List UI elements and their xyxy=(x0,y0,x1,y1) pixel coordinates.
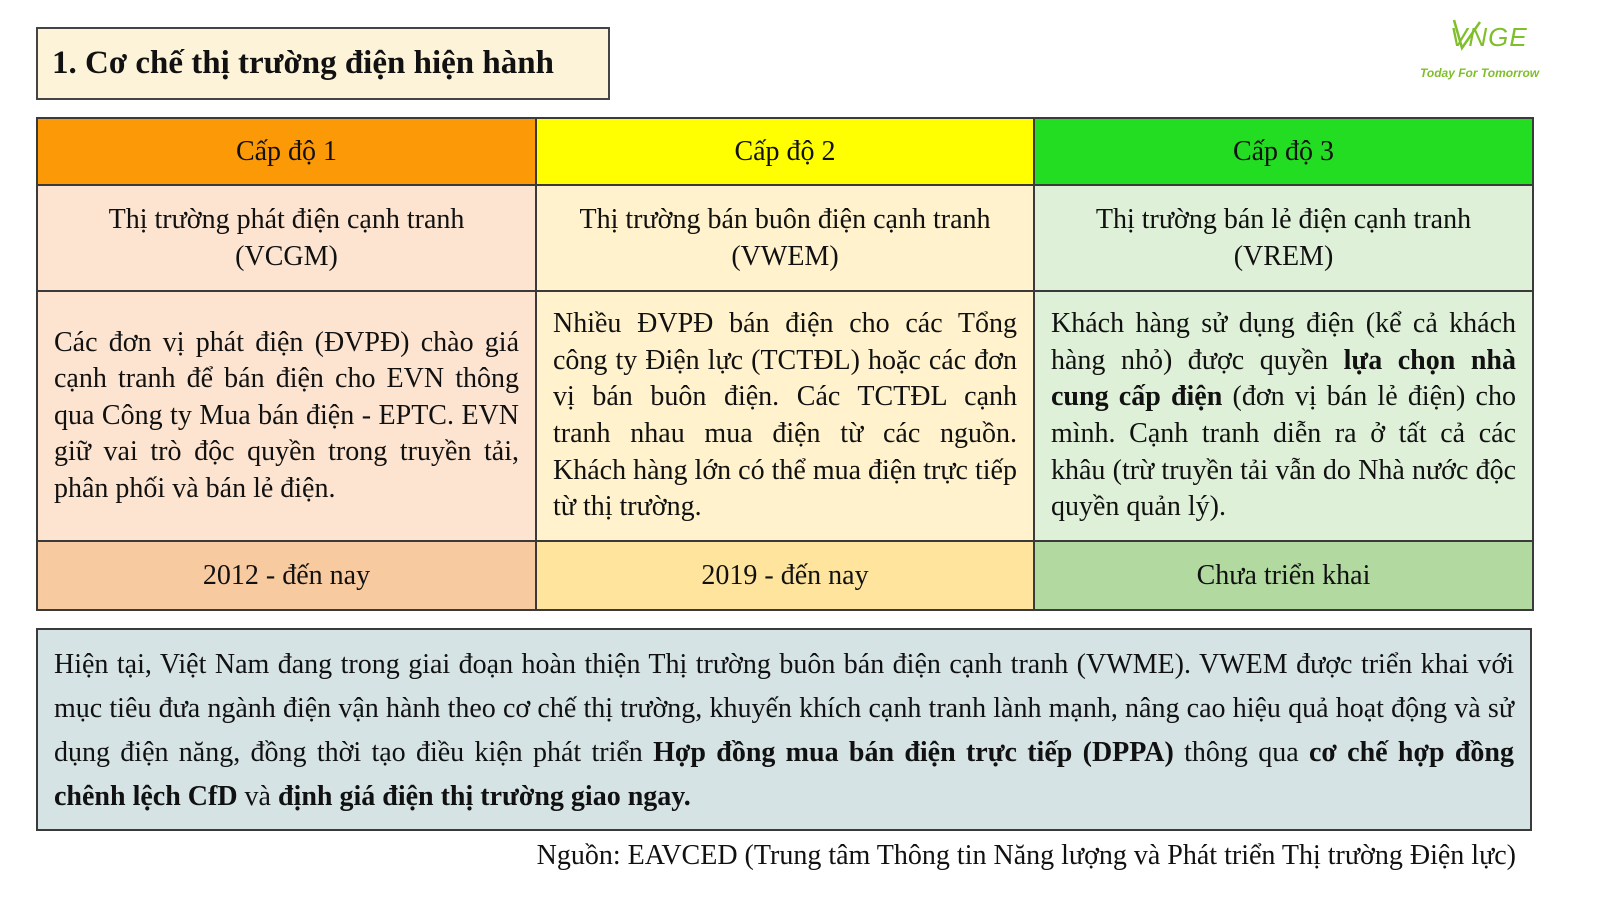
level-2-header: Cấp độ 2 xyxy=(536,118,1034,185)
table-row-headers xyxy=(37,118,1533,185)
table-row-periods xyxy=(37,541,1533,610)
source-citation: Nguồn: EAVCED (Trung tâm Thông tin Năng lượng và Phát triển Thị trường Điện lực) xyxy=(536,840,1516,871)
market-levels-table xyxy=(36,117,1534,611)
level-1-market-name: Thị trường phát điện cạnh tranh (VCGM) xyxy=(37,185,536,291)
level-1-period: 2012 - đến nay xyxy=(37,541,536,610)
level-2-period: 2019 - đến nay xyxy=(536,541,1034,610)
page-title xyxy=(36,27,610,100)
level-1-description: Các đơn vị phát điện (ĐVPĐ) chào giá cạnh tranh để bán điện cho EVN thông qua Công ty Mua bán điện - EPTC. EVN giữ vai trò độc quyền trong truyền tải, phân phối và bán lẻ điện. xyxy=(37,291,536,541)
page-title-text: 1. Cơ chế thị trường điện hiện hành xyxy=(52,45,554,81)
level-3-description: Khách hàng sử dụng điện (kể cả khách hàng nhỏ) được quyền lựa chọn nhà cung cấp điện (đơn vị bán lẻ điện) cho mình. Cạnh tranh diễn ra ở tất cả các khâu (trừ truyền tải vẫn do Nhà nước độc quyền quản lý). xyxy=(1034,291,1533,541)
table-row-market-names xyxy=(37,185,1533,291)
level-1-header: Cấp độ 1 xyxy=(37,118,536,185)
logo-tagline: Today For Tomorrow xyxy=(1420,66,1540,80)
table-row-descriptions xyxy=(37,291,1533,541)
level-3-header: Cấp độ 3 xyxy=(1034,118,1533,185)
level-2-description: Nhiều ĐVPĐ bán điện cho các Tổng công ty Điện lực (TCTĐL) hoặc các đơn vị bán buôn điện. Các TCTĐL cạnh tranh nhau mua điện từ các nguồn. Khách hàng lớn có thể mua điện trực tiếp từ thị trường. xyxy=(536,291,1034,541)
summary-note: Hiện tại, Việt Nam đang trong giai đoạn hoàn thiện Thị trường buôn bán điện cạnh tranh (VWME). VWEM được triển khai với mục tiêu đưa ngành điện vận hành theo cơ chế thị trường, khuyến khích cạnh tranh lành mạnh, nâng cao hiệu quả hoạt động và sử dụng điện năng, đồng thời tạo điều kiện phát triển Hợp đồng mua bán điện trực tiếp (DPPA) thông qua cơ chế hợp đồng chênh lệch CfD và định giá điện thị trường giao ngay. xyxy=(36,628,1532,831)
logo-mark: VNGE xyxy=(1450,22,1528,52)
level-2-market-name: Thị trường bán buôn điện cạnh tranh (VWEM) xyxy=(536,185,1034,291)
level-3-market-name: Thị trường bán lẻ điện cạnh tranh (VREM) xyxy=(1034,185,1533,291)
vnge-logo xyxy=(1418,18,1558,88)
level-3-period: Chưa triển khai xyxy=(1034,541,1533,610)
